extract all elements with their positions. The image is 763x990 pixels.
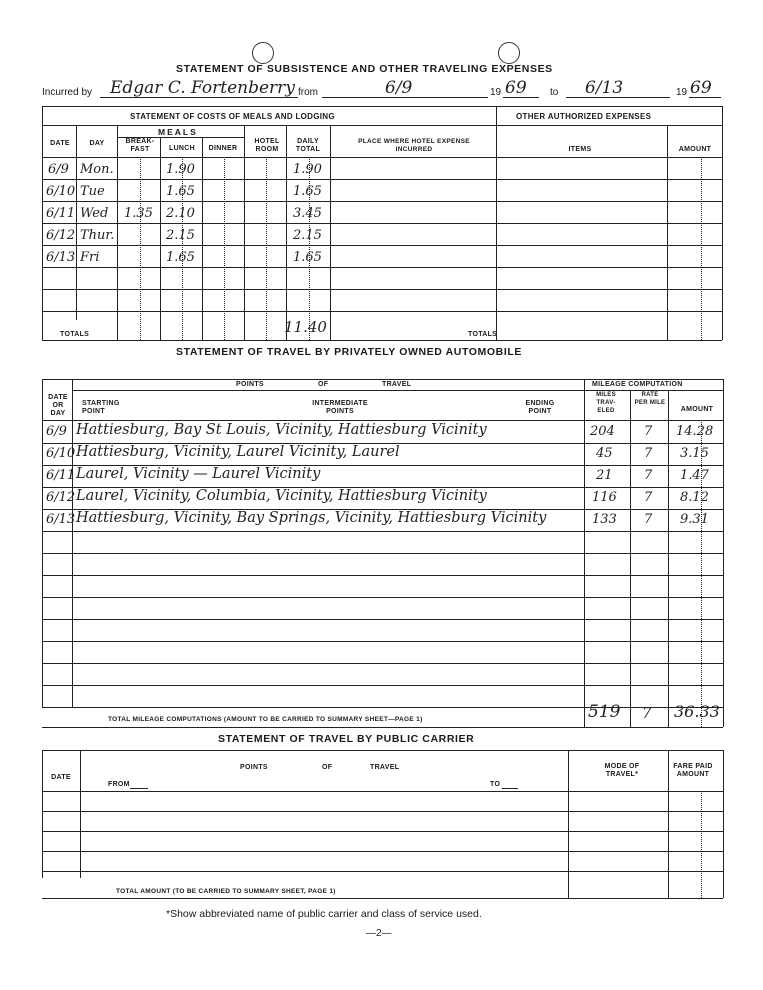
col-line [723, 379, 724, 727]
meal-row-day: Thur. [80, 228, 115, 243]
other-totals-label: TOTALS [468, 331, 498, 338]
meal-row-breakfast: 1.35 [124, 206, 153, 221]
auto-row-miles: 204 [590, 424, 615, 439]
meals-section-title: STATEMENT OF COSTS OF MEALS AND LODGING [130, 112, 335, 121]
col-line [286, 125, 287, 340]
col-line [722, 106, 723, 340]
col-line [160, 137, 161, 340]
meal-row-date: 6/11 [46, 206, 76, 221]
cent-line [701, 420, 702, 727]
row-line [42, 575, 723, 576]
col-line [117, 125, 118, 340]
meals-top-border [42, 106, 722, 107]
carrier-points-header: POINTS [240, 764, 268, 771]
total-rate: 7 [642, 704, 652, 722]
daily-total-header: DAILY TOTAL [295, 138, 321, 153]
meal-row-total: 1.90 [293, 162, 322, 177]
auto-row-date: 6/9 [46, 424, 67, 439]
auto-row-date: 6/12 [46, 490, 76, 505]
to-value: 6/13 [585, 78, 624, 98]
meal-row-day: Mon. [80, 162, 114, 177]
col-line [80, 750, 81, 878]
cent-line [140, 157, 141, 340]
auto-section-title: STATEMENT OF TRAVEL BY PRIVATELY OWNED AUTOMOBILE [176, 346, 522, 358]
auto-date-header: DATE OR DAY [48, 394, 68, 417]
auto-points-header: POINTS [236, 381, 264, 388]
meal-row-total: 1.65 [293, 250, 322, 265]
day-header: DAY [89, 140, 105, 147]
auto-top-border [42, 379, 723, 380]
col-line [668, 750, 669, 898]
auto-row-route: Hattiesburg, Bay St Louis, Vicinity, Hattiesburg Vicinity [76, 422, 487, 438]
row-line [42, 179, 722, 180]
incurred-by-value: Edgar C. Fortenberry [110, 78, 295, 98]
auto-body-bottom [42, 707, 723, 708]
auto-bottom-border [42, 727, 723, 728]
auto-header-bottom [42, 420, 723, 421]
col-line [42, 106, 43, 340]
carrier-bottom-border [42, 898, 723, 899]
intermediate-points-header: INTERMEDIATE POINTS [312, 400, 368, 415]
carrier-header-bottom [42, 791, 723, 792]
col-line [630, 390, 631, 727]
meals-group-header: MEALS [158, 127, 198, 137]
meal-row-lunch: 2.10 [166, 206, 195, 221]
meals-bottom-border [42, 340, 722, 341]
carrier-date-header: DATE [51, 774, 71, 781]
meal-row-date: 6/13 [46, 250, 76, 265]
col-line [723, 750, 724, 898]
row-line [42, 553, 723, 554]
breakfast-header: BREAK-FAST [125, 138, 155, 153]
meals-title-border [42, 125, 722, 126]
meal-row-lunch: 1.65 [166, 250, 195, 265]
meal-row-date: 6/10 [46, 184, 76, 199]
carrier-of-header: OF [322, 764, 333, 771]
meal-row-day: Tue [80, 184, 105, 199]
col-line [701, 157, 702, 340]
to-label: to [550, 87, 559, 98]
col-line [496, 106, 497, 340]
auto-row-amount: 1.47 [680, 468, 709, 483]
items-header: ITEMS [568, 146, 592, 153]
incurred-by-label: Incurred by [42, 87, 93, 98]
row-line [42, 223, 722, 224]
year-prefix-2: 19 [676, 87, 688, 98]
total-mileage-label: TOTAL MILEAGE COMPUTATIONS (AMOUNT TO BE CARRIED TO SUMMARY SHEET—PAGE 1) [108, 716, 423, 723]
year2-underline [689, 97, 721, 98]
row-line [42, 641, 723, 642]
carrier-total-label: TOTAL AMOUNT (TO BE CARRIED TO SUMMARY SHEET, PAGE 1) [116, 888, 336, 895]
meals-totals-label: TOTALS [60, 331, 90, 338]
auto-row-route: Laurel, Vicinity — Laurel Vicinity [76, 466, 321, 482]
col-line [42, 379, 43, 707]
row-line [42, 201, 722, 202]
fare-paid-header: FARE PAID AMOUNT [673, 763, 713, 778]
rate-header: RATE PER MILE [634, 392, 666, 406]
carrier-section-title: STATEMENT OF TRAVEL BY PUBLIC CARRIER [218, 733, 475, 745]
meal-row-total: 1.65 [293, 184, 322, 199]
auto-row-route: Laurel, Vicinity, Columbia, Vicinity, Hattiesburg Vicinity [76, 488, 487, 504]
form-title: STATEMENT OF SUBSISTENCE AND OTHER TRAVELING EXPENSES [176, 63, 553, 75]
to-underline [566, 97, 670, 98]
meal-row-day: Wed [80, 206, 109, 221]
total-amount: 36.33 [674, 702, 720, 721]
col-line [330, 125, 331, 340]
col-line [76, 125, 77, 320]
auto-row-route: Hattiesburg, Vicinity, Laurel Vicinity, Laurel [76, 444, 400, 460]
row-line [42, 289, 722, 290]
page-number: —2— [366, 928, 392, 939]
year-prefix-1: 19 [490, 87, 502, 98]
cent-line [701, 791, 702, 898]
cent-line [224, 157, 225, 340]
year-1: 69 [505, 78, 527, 98]
footnote: *Show abbreviated name of public carrier and class of service used. [166, 908, 482, 920]
auto-row-rate: 7 [644, 512, 653, 527]
miles-header: MILES TRAV-ELED [596, 392, 616, 414]
other-expenses-title: OTHER AUTHORIZED EXPENSES [516, 112, 652, 121]
auto-row-rate: 7 [644, 424, 653, 439]
carrier-to-header: TO [490, 781, 501, 788]
auto-row-rate: 7 [644, 468, 653, 483]
row-line [42, 831, 723, 832]
col-line [202, 137, 203, 340]
auto-row-amount: 9.31 [680, 512, 709, 527]
auto-row-date: 6/13 [46, 512, 76, 527]
col-line [584, 379, 585, 727]
to-underline [502, 788, 518, 789]
meal-row-date: 6/9 [48, 162, 69, 177]
from-label: from [298, 87, 318, 98]
auto-row-miles: 116 [592, 490, 617, 505]
col-line [667, 125, 668, 340]
hotel-header: HOTEL ROOM [254, 138, 280, 153]
starting-point-header: STARTING POINT [82, 400, 120, 415]
lunch-header: LUNCH [169, 145, 195, 152]
punch-hole-left [252, 42, 274, 64]
punch-hole-right [498, 42, 520, 64]
total-miles: 519 [588, 702, 621, 722]
auto-row-miles: 21 [596, 468, 613, 483]
meal-row-total: 2.15 [293, 228, 322, 243]
mode-of-travel-header: MODE OF TRAVEL* [604, 763, 640, 778]
meals-totals-value: 11.40 [284, 318, 327, 336]
meal-row-lunch: 1.65 [166, 184, 195, 199]
row-line [42, 597, 723, 598]
auto-row-date: 6/10 [46, 446, 76, 461]
meal-row-lunch: 2.15 [166, 228, 195, 243]
auto-row-rate: 7 [644, 490, 653, 505]
cent-line [266, 157, 267, 340]
amount-header: AMOUNT [678, 146, 712, 153]
date-header: DATE [50, 140, 70, 147]
from-underline [130, 788, 148, 789]
row-line [42, 685, 723, 686]
ending-point-header: ENDING POINT [525, 400, 555, 415]
from-underline [322, 97, 488, 98]
year1-underline [503, 97, 539, 98]
place-header: PLACE WHERE HOTEL EXPENSE INCURRED [358, 138, 470, 153]
auto-amount-header: AMOUNT [680, 406, 714, 413]
auto-row-amount: 8.12 [680, 490, 709, 505]
dinner-header: DINNER [208, 145, 238, 152]
auto-row-amount: 3.15 [680, 446, 709, 461]
from-value: 6/9 [385, 78, 413, 98]
carrier-from-header: FROM [108, 781, 130, 788]
row-line [42, 267, 722, 268]
meal-row-lunch: 1.90 [166, 162, 195, 177]
auto-row-route: Hattiesburg, Vicinity, Bay Springs, Vicinity, Hattiesburg Vicinity [76, 510, 547, 526]
row-line [42, 811, 723, 812]
row-line [42, 663, 723, 664]
row-line [42, 619, 723, 620]
col-line [568, 750, 569, 898]
auto-row-miles: 45 [596, 446, 613, 461]
auto-row-amount: 14.28 [676, 424, 714, 439]
carrier-top-border [42, 750, 723, 751]
auto-sub-border [72, 390, 723, 391]
auto-row-date: 6/11 [46, 468, 76, 483]
meals-header-bottom [42, 157, 722, 158]
col-line [668, 390, 669, 727]
auto-row-miles: 133 [592, 512, 617, 527]
auto-travel-header: TRAVEL [382, 381, 412, 388]
row-line [42, 245, 722, 246]
incurred-underline [100, 97, 298, 98]
auto-of-header: OF [318, 381, 329, 388]
mileage-computation-header: MILEAGE COMPUTATION [592, 381, 683, 388]
row-line [42, 871, 723, 872]
auto-row-rate: 7 [644, 446, 653, 461]
year-2: 69 [690, 78, 712, 98]
row-line [42, 531, 723, 532]
col-line [72, 379, 73, 707]
col-line [42, 750, 43, 878]
meal-row-date: 6/12 [46, 228, 76, 243]
meal-row-day: Fri [80, 250, 100, 265]
carrier-travel-header: TRAVEL [370, 764, 400, 771]
row-line [42, 311, 722, 312]
row-line [42, 851, 723, 852]
meal-row-total: 3.45 [293, 206, 322, 221]
col-line [244, 125, 245, 340]
